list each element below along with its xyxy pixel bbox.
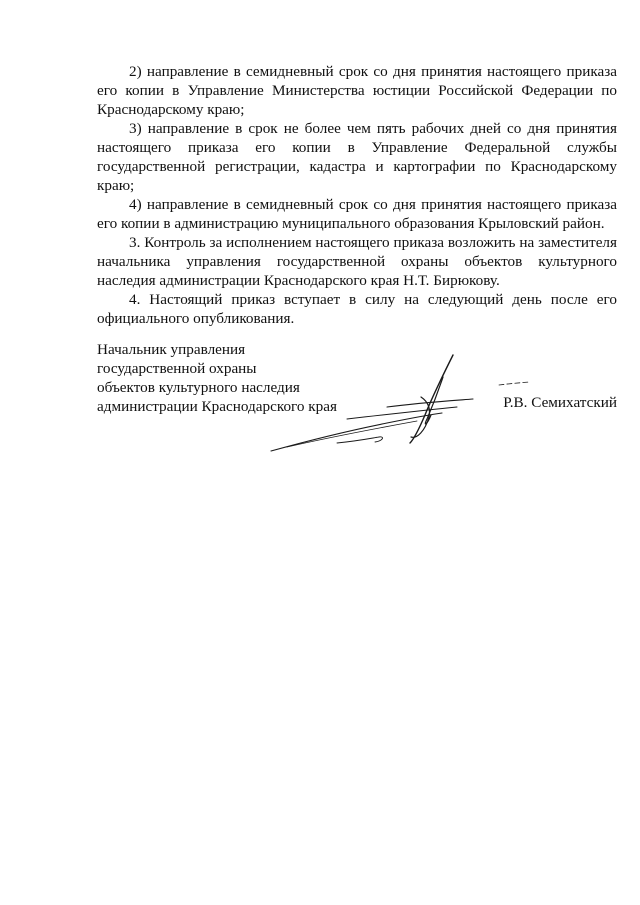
paragraph-item-2: 2) направление в семидневный срок со дня принятия настоящего приказа его копии в Управление Министерства юстиции Российской Федерации по Краснодарскому краю; (97, 63, 617, 118)
signature-block (97, 340, 622, 460)
paragraph-effective-date: 4. Настоящий приказ вступает в силу на следующий день после его официального опубликования. (97, 291, 617, 327)
signer-title-line: Начальник управления (97, 341, 246, 358)
document-body (97, 62, 617, 328)
signer-name: Р.В. Семихатский (503, 394, 617, 411)
signer-title-line: государственной охраны (97, 360, 257, 377)
paragraph-item-3: 3) направление в срок не более чем пять рабочих дней со дня принятия настоящего приказа его копии в Управление Федеральной службы государственной регистрации, кадастра и картографии по Краснодарскому краю; (97, 120, 617, 194)
paragraph-control-clause: 3. Контроль за исполнением настоящего приказа возложить на заместителя начальника управления государственной охраны объектов культурного наследия администрации Краснодарского края Н.Т. Бирюкову. (97, 234, 617, 289)
signer-title-line: объектов культурного наследия (97, 379, 300, 396)
paragraph-item-4: 4) направление в семидневный срок со дня принятия настоящего приказа его копии в администрацию муниципального образования Крыловский район. (97, 196, 617, 232)
signer-title-line: администрации Краснодарского края (97, 398, 337, 415)
